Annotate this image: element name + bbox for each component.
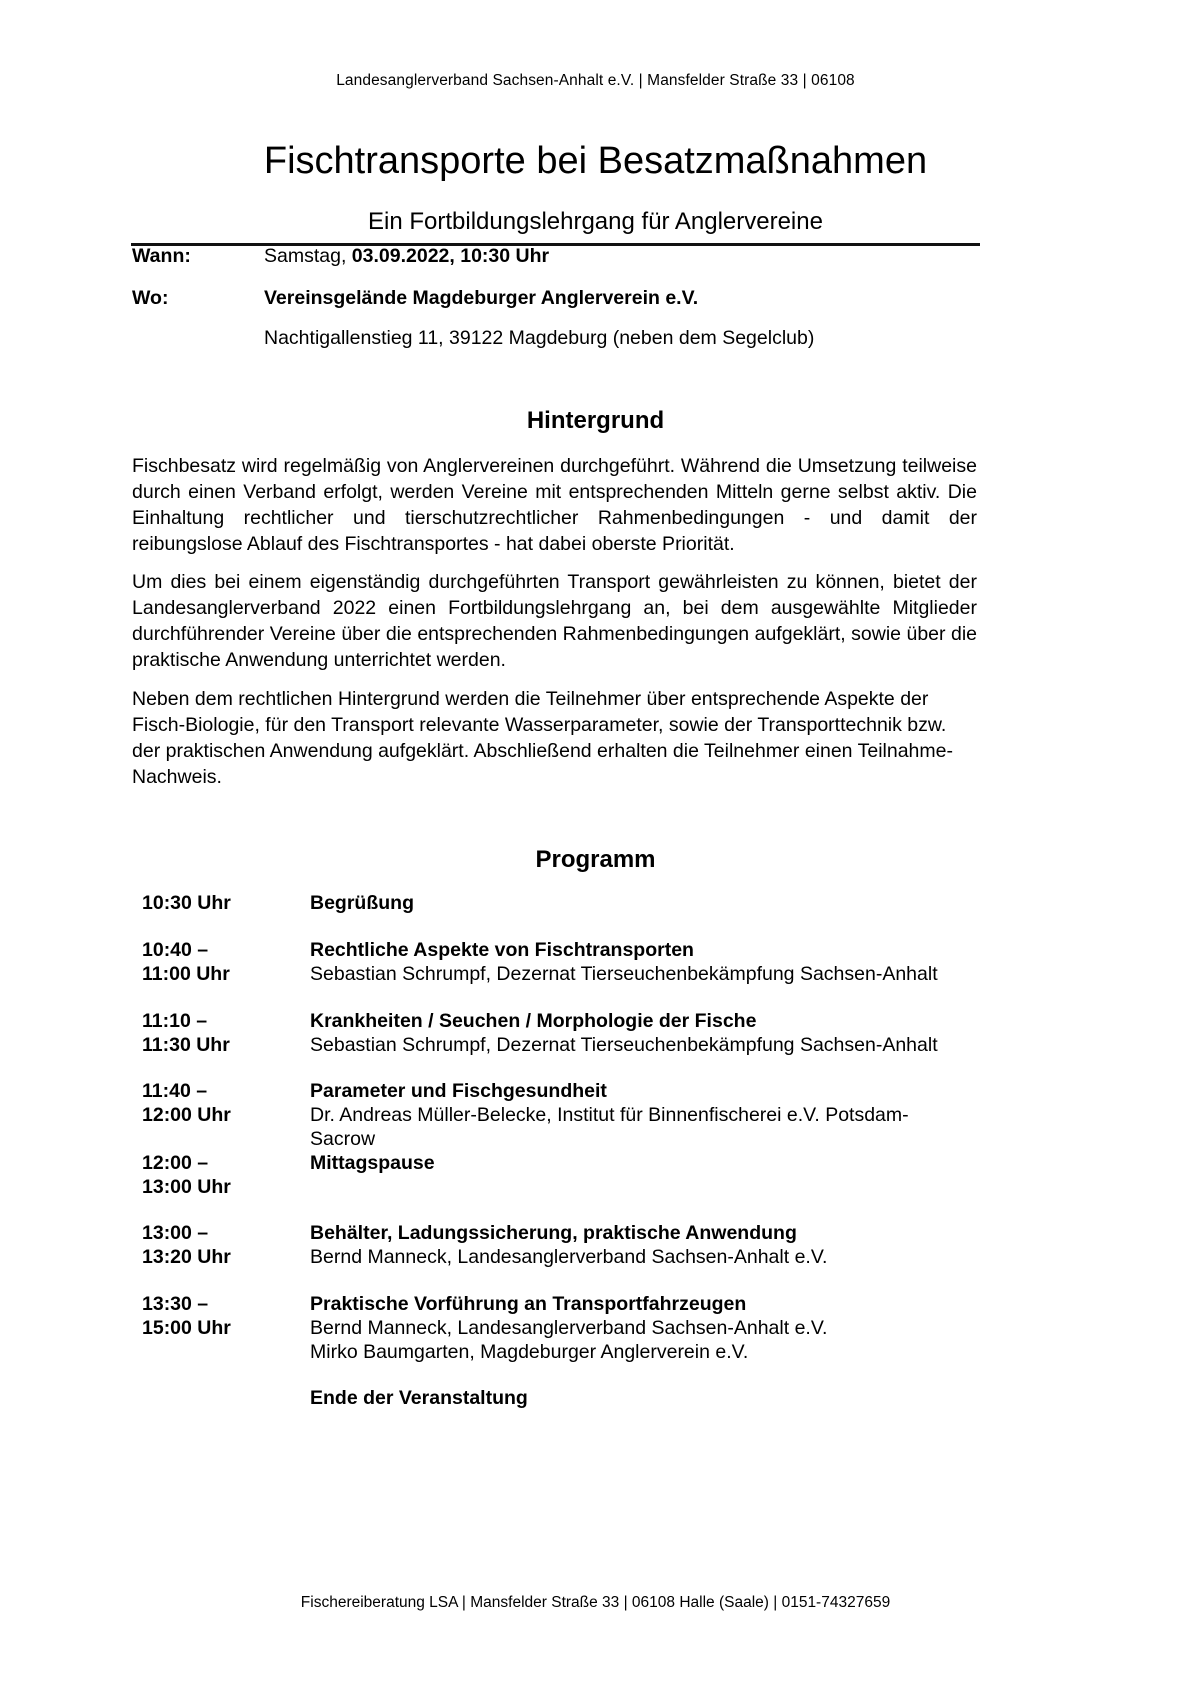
program-body [310, 1079, 990, 1151]
document-subtitle: Ein Fortbildungslehrgang für Anglervereine [368, 208, 823, 235]
program-body [310, 891, 990, 915]
program-title: Rechtliche Aspekte von Fischtransporten [310, 939, 694, 961]
program-title: Krankheiten / Seuchen / Morphologie der Fische [310, 1010, 757, 1032]
when-label: Wann: [132, 245, 191, 267]
program-body [310, 1386, 990, 1410]
program-speaker: Sebastian Schrumpf, Dezernat Tierseuchenbekämpfung Sachsen-Anhalt [310, 963, 938, 985]
time-end: 13:00 Uhr [142, 1176, 231, 1198]
program-closing: Ende der Veranstaltung [310, 1387, 528, 1409]
program-title: Behälter, Ladungssicherung, praktische Anwendung [310, 1222, 797, 1244]
program-speaker: Bernd Manneck, Landesanglerverband Sachsen-Anhalt e.V. [310, 1246, 828, 1268]
program-time [142, 1292, 302, 1340]
background-heading: Hintergrund [526, 407, 665, 434]
background-paragraph-1: Fischbesatz wird regelmäßig von Anglervereinen durchgeführt. Während die Umsetzung teilweise durch einen Verband erfolgt, werden Vereine mit entsprechenden Mitteln gerne selbst aktiv. Die Einhaltung rechtlicher und tierschutzrechtlicher Rahmenbedingungen - und damit der reibungslose Ablauf des Fischtransportes - hat dabei oberste Priorität. [132, 455, 977, 555]
time-start: 11:10 – [142, 1010, 208, 1032]
program-time [142, 938, 302, 986]
time-start: 10:30 Uhr [142, 892, 231, 914]
program-time [142, 1079, 302, 1127]
page-header: Landesanglerverband Sachsen-Anhalt e.V. | Mansfelder Straße 33 | 06108 [336, 72, 855, 89]
program-body [310, 1221, 990, 1269]
program-speaker: Mirko Baumgarten, Magdeburger Anglerverein e.V. [310, 1341, 749, 1363]
when-value [264, 245, 549, 268]
time-start: 10:40 – [142, 939, 209, 961]
where-label: Wo: [132, 287, 169, 309]
program-speaker-continued: Sacrow [310, 1128, 376, 1150]
program-speaker: Dr. Andreas Müller-Belecke, Institut für Binnenfischerei e.V. Potsdam- [310, 1104, 909, 1126]
program-time [142, 1009, 302, 1057]
background-paragraph-2: Um dies bei einem eigenständig durchgeführten Transport gewährleisten zu können, bietet der Landesanglerverband 2022 einen Fortbildungslehrgang an, bei dem ausgewählte Mitglieder durchführender Vereine über die entsprechenden Rahmenbedingungen aufgeklärt, sowie über die praktische Anwendung unterrichtet werden. [132, 571, 977, 671]
when-prefix: Samstag, [264, 245, 352, 267]
program-title: Praktische Vorführung an Transportfahrzeugen [310, 1293, 747, 1315]
time-start: 13:00 – [142, 1222, 209, 1244]
program-time [142, 891, 302, 915]
program-body [310, 1009, 990, 1057]
time-end: 12:00 Uhr [142, 1104, 231, 1126]
program-title: Parameter und Fischgesundheit [310, 1080, 607, 1102]
time-end: 15:00 Uhr [142, 1317, 231, 1339]
when-date-time: 03.09.2022, 10:30 Uhr [351, 245, 550, 267]
time-end: 11:00 Uhr [142, 963, 230, 985]
time-end: 13:20 Uhr [142, 1246, 231, 1268]
program-heading: Programm [535, 846, 656, 873]
program-body [310, 1292, 990, 1364]
time-end: 11:30 Uhr [142, 1034, 230, 1056]
program-time [142, 1151, 302, 1199]
program-title: Mittagspause [310, 1152, 435, 1174]
where-venue: Vereinsgelände Magdeburger Anglerverein e.V. [264, 287, 699, 309]
time-start: 12:00 – [142, 1152, 209, 1174]
time-start: 13:30 – [142, 1293, 209, 1315]
page-footer: Fischereiberatung LSA | Mansfelder Straße 33 | 06108 Halle (Saale) | 0151-74327659 [300, 1594, 891, 1611]
program-time [142, 1221, 302, 1269]
time-start: 11:40 – [142, 1080, 208, 1102]
program-title: Begrüßung [310, 892, 414, 914]
background-paragraph-3: Neben dem rechtlichen Hintergrund werden die Teilnehmer über entsprechende Aspekte der Fisch-Biologie, für den Transport relevante Wasserparameter, sowie der Transporttechnik bzw. der praktischen Anwendung aufgeklärt. Abschließend erhalten die Teilnehmer einen Teilnahme-Nachweis. [132, 688, 953, 788]
program-speaker: Bernd Manneck, Landesanglerverband Sachsen-Anhalt e.V. [310, 1317, 828, 1339]
program-body [310, 938, 990, 986]
program-speaker: Sebastian Schrumpf, Dezernat Tierseuchenbekämpfung Sachsen-Anhalt [310, 1034, 938, 1056]
title-divider [131, 243, 980, 246]
where-address: Nachtigallenstieg 11, 39122 Magdeburg (neben dem Segelclub) [264, 327, 815, 349]
program-body [310, 1151, 990, 1175]
document-title: Fischtransporte bei Besatzmaßnahmen [263, 140, 928, 182]
